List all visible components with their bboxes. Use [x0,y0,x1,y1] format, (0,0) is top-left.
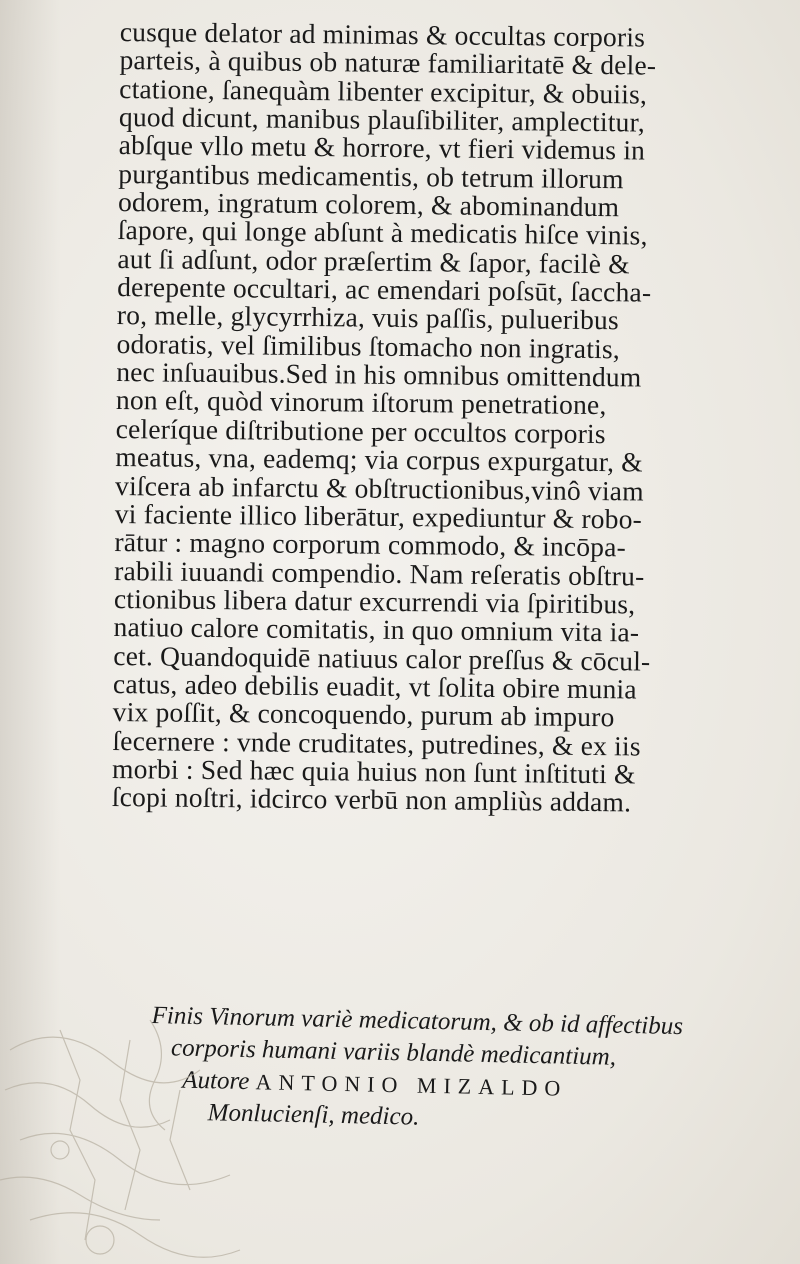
text-line: quod dicunt, manibus plauſibiliter, amplectitur, [118,101,646,138]
text-line: derepente occultari, ac emendari poſsūt, ſaccha- [117,271,652,308]
text-line: purgantibus medicamentis, ob tetrum illorum [118,157,624,195]
text-line: celeríque diſtributione per occultos corporis [115,412,606,449]
text-line: ctionibus libera datur excurrendi via ſpiritibus, [113,582,636,620]
text-line: ctatione, ſanequàm libenter excipitur, & obuiis, [119,72,648,110]
colophon-line-2: corporis humani variis blandè medicantium, [170,1034,617,1071]
text-line: morbi : Sed hæc quia huius non ſunt inſtituti & [111,752,636,790]
text-line: vi faciente illico liberātur, expediuntur & robo- [114,497,643,535]
text-line: parteis, à quibus ob naturæ familiaritatē & dele- [119,44,657,81]
colophon-line-1: Finis Vinorum variè medicatorum, & ob id affectibus [151,1001,684,1041]
text-line: vix poſſit, & concoquendo, purum ab impuro [112,696,615,733]
text-line: non eſt, quòd vinorum iſtorum penetratione, [115,384,607,421]
text-line: meatus, vna, eademq; via corpus expurgatur, & [115,441,643,478]
colophon-line-4: Monlucienſi, medico. [207,1099,420,1131]
text-line: ro, melle, glycyrrhiza, vuis paſſis, pulueribus [116,299,620,336]
text-line: odoratis, vel ſimilibus ſtomacho non ingratis, [116,327,621,365]
text-line: cet. Quandoquidē natiuus calor preſſus & cōcul- [113,639,651,677]
text-line: nec inſuauibus.Sed in his omnibus omittendum [116,356,642,393]
faded-ornament-show-through [0,1010,260,1264]
main-text-block [112,18,790,819]
text-line: viſcera ab infarctu & obſtructionibus,vinô viam [114,469,644,507]
text-line: ſcopi noſtri, idcirco verbū non ampliùs addam. [111,781,632,818]
text-line: rabili iuuandi compendio. Nam reſeratis obſtru- [114,554,645,592]
colophon-author-name: ANTONIO MIZALDO [255,1069,568,1101]
colophon-author-prefix: Autore [182,1066,250,1096]
text-line: ſapore, qui longe abſunt à medicatis hiſce vinis, [117,214,648,251]
text-line: abſque vllo metu & horrore, vt fieri videmus in [118,129,646,166]
text-line: rātur : magno corporum commodo, & incōpa- [114,526,627,563]
text-line: aut ſi adſunt, odor præſertim & ſapor, facilè & [117,242,630,280]
text-line: odorem, ingratum colorem, & abominandum [117,186,620,223]
text-line: catus, adeo debilis euadit, vt ſolita obire munia [112,667,637,705]
text-line: natiuo calore comitatis, in quo omnium vita ia- [113,611,640,648]
text-line: ſecernere : vnde cruditates, putredines, & ex iis [112,724,641,762]
text-line: cusque delator ad minimas & occultas corporis [119,16,646,53]
